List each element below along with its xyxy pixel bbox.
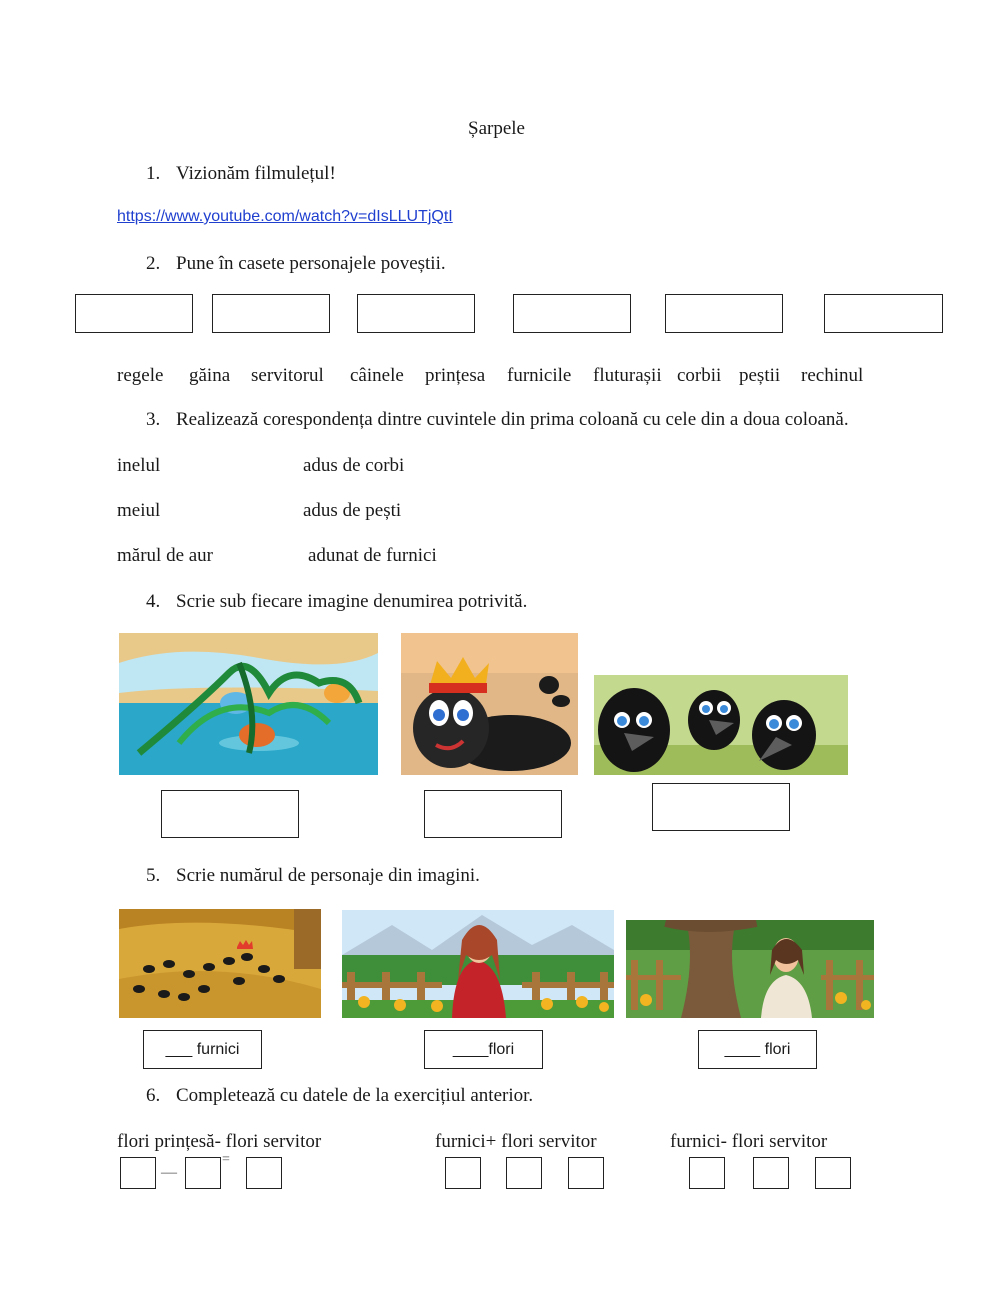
equation-label-2: furnici+ flori servitor [435, 1131, 597, 1152]
answer-box-fish[interactable] [161, 790, 299, 838]
match-left-item[interactable]: mărul de aur [117, 545, 214, 566]
equation-label-3: furnici- flori servitor [670, 1131, 828, 1152]
character-box-2[interactable] [212, 294, 330, 333]
character-box-1[interactable] [75, 294, 193, 333]
equation-1-result[interactable] [246, 1157, 282, 1189]
word-option[interactable]: găina [189, 365, 231, 386]
word-option[interactable]: servitorul [251, 365, 324, 386]
match-right-item[interactable]: adus de pești [303, 500, 402, 521]
crows-image [594, 675, 848, 775]
ant-king-image [401, 633, 578, 775]
servant-flowers-count-box[interactable]: ____ flori [698, 1030, 817, 1069]
character-box-5[interactable] [665, 294, 783, 333]
equation-3-result[interactable] [815, 1157, 851, 1189]
youtube-link[interactable]: https://www.youtube.com/watch?v=dIsLLUTjQtI [117, 208, 453, 225]
q3-text: Realizează corespondența dintre cuvintele din prima coloană cu cele din a doua coloană. [176, 409, 849, 430]
equation-2-result[interactable] [568, 1157, 604, 1189]
word-option[interactable]: peștii [739, 365, 781, 386]
answer-box-ant-king[interactable] [424, 790, 562, 838]
minus-sign: — [161, 1164, 177, 1181]
answer-box-crows[interactable] [652, 783, 790, 831]
ants-image [119, 909, 321, 1018]
equation-3-operand-b[interactable] [753, 1157, 789, 1189]
q3-number: 3. [146, 409, 161, 430]
equals-sign: = [222, 1152, 230, 1167]
word-option[interactable]: furnicile [507, 365, 572, 386]
q6-number: 6. [146, 1085, 161, 1106]
match-left-item[interactable]: meiul [117, 500, 161, 521]
q4-text: Scrie sub fiecare imagine denumirea potrivită. [176, 591, 528, 612]
q2-text: Pune în casete personajele poveștii. [176, 253, 446, 274]
equation-1-operand-a[interactable] [120, 1157, 156, 1189]
fish-seaweed-image [119, 633, 378, 775]
q5-text: Scrie numărul de personaje din imagini. [176, 865, 480, 886]
character-box-4[interactable] [513, 294, 631, 333]
page-title: Șarpele [468, 118, 525, 139]
q1-text: Vizionăm filmulețul! [176, 163, 336, 184]
match-right-item[interactable]: adus de corbi [303, 455, 405, 476]
word-option[interactable]: corbii [677, 365, 722, 386]
ants-count-box[interactable]: ___ furnici [143, 1030, 262, 1069]
equation-2-operand-b[interactable] [506, 1157, 542, 1189]
q5-number: 5. [146, 865, 161, 886]
word-option[interactable]: regele [117, 365, 164, 386]
word-option[interactable]: prințesa [425, 365, 486, 386]
q6-text: Completează cu datele de la exercițiul anterior. [176, 1085, 534, 1106]
character-box-3[interactable] [357, 294, 475, 333]
equation-label-1: flori prințesă- flori servitor [117, 1131, 322, 1152]
word-option[interactable]: câinele [350, 365, 404, 386]
q4-number: 4. [146, 591, 161, 612]
word-option[interactable]: rechinul [801, 365, 864, 386]
princess-flowers-count-box[interactable]: ____flori [424, 1030, 543, 1069]
word-option[interactable]: fluturașii [593, 365, 662, 386]
q1-number: 1. [146, 163, 161, 184]
equation-1-operand-b[interactable] [185, 1157, 221, 1189]
match-right-item[interactable]: adunat de furnici [308, 545, 437, 566]
q2-number: 2. [146, 253, 161, 274]
princess-image [342, 910, 614, 1018]
character-box-6[interactable] [824, 294, 943, 333]
servant-image [626, 920, 874, 1018]
match-left-item[interactable]: inelul [117, 455, 161, 476]
equation-2-operand-a[interactable] [445, 1157, 481, 1189]
equation-3-operand-a[interactable] [689, 1157, 725, 1189]
